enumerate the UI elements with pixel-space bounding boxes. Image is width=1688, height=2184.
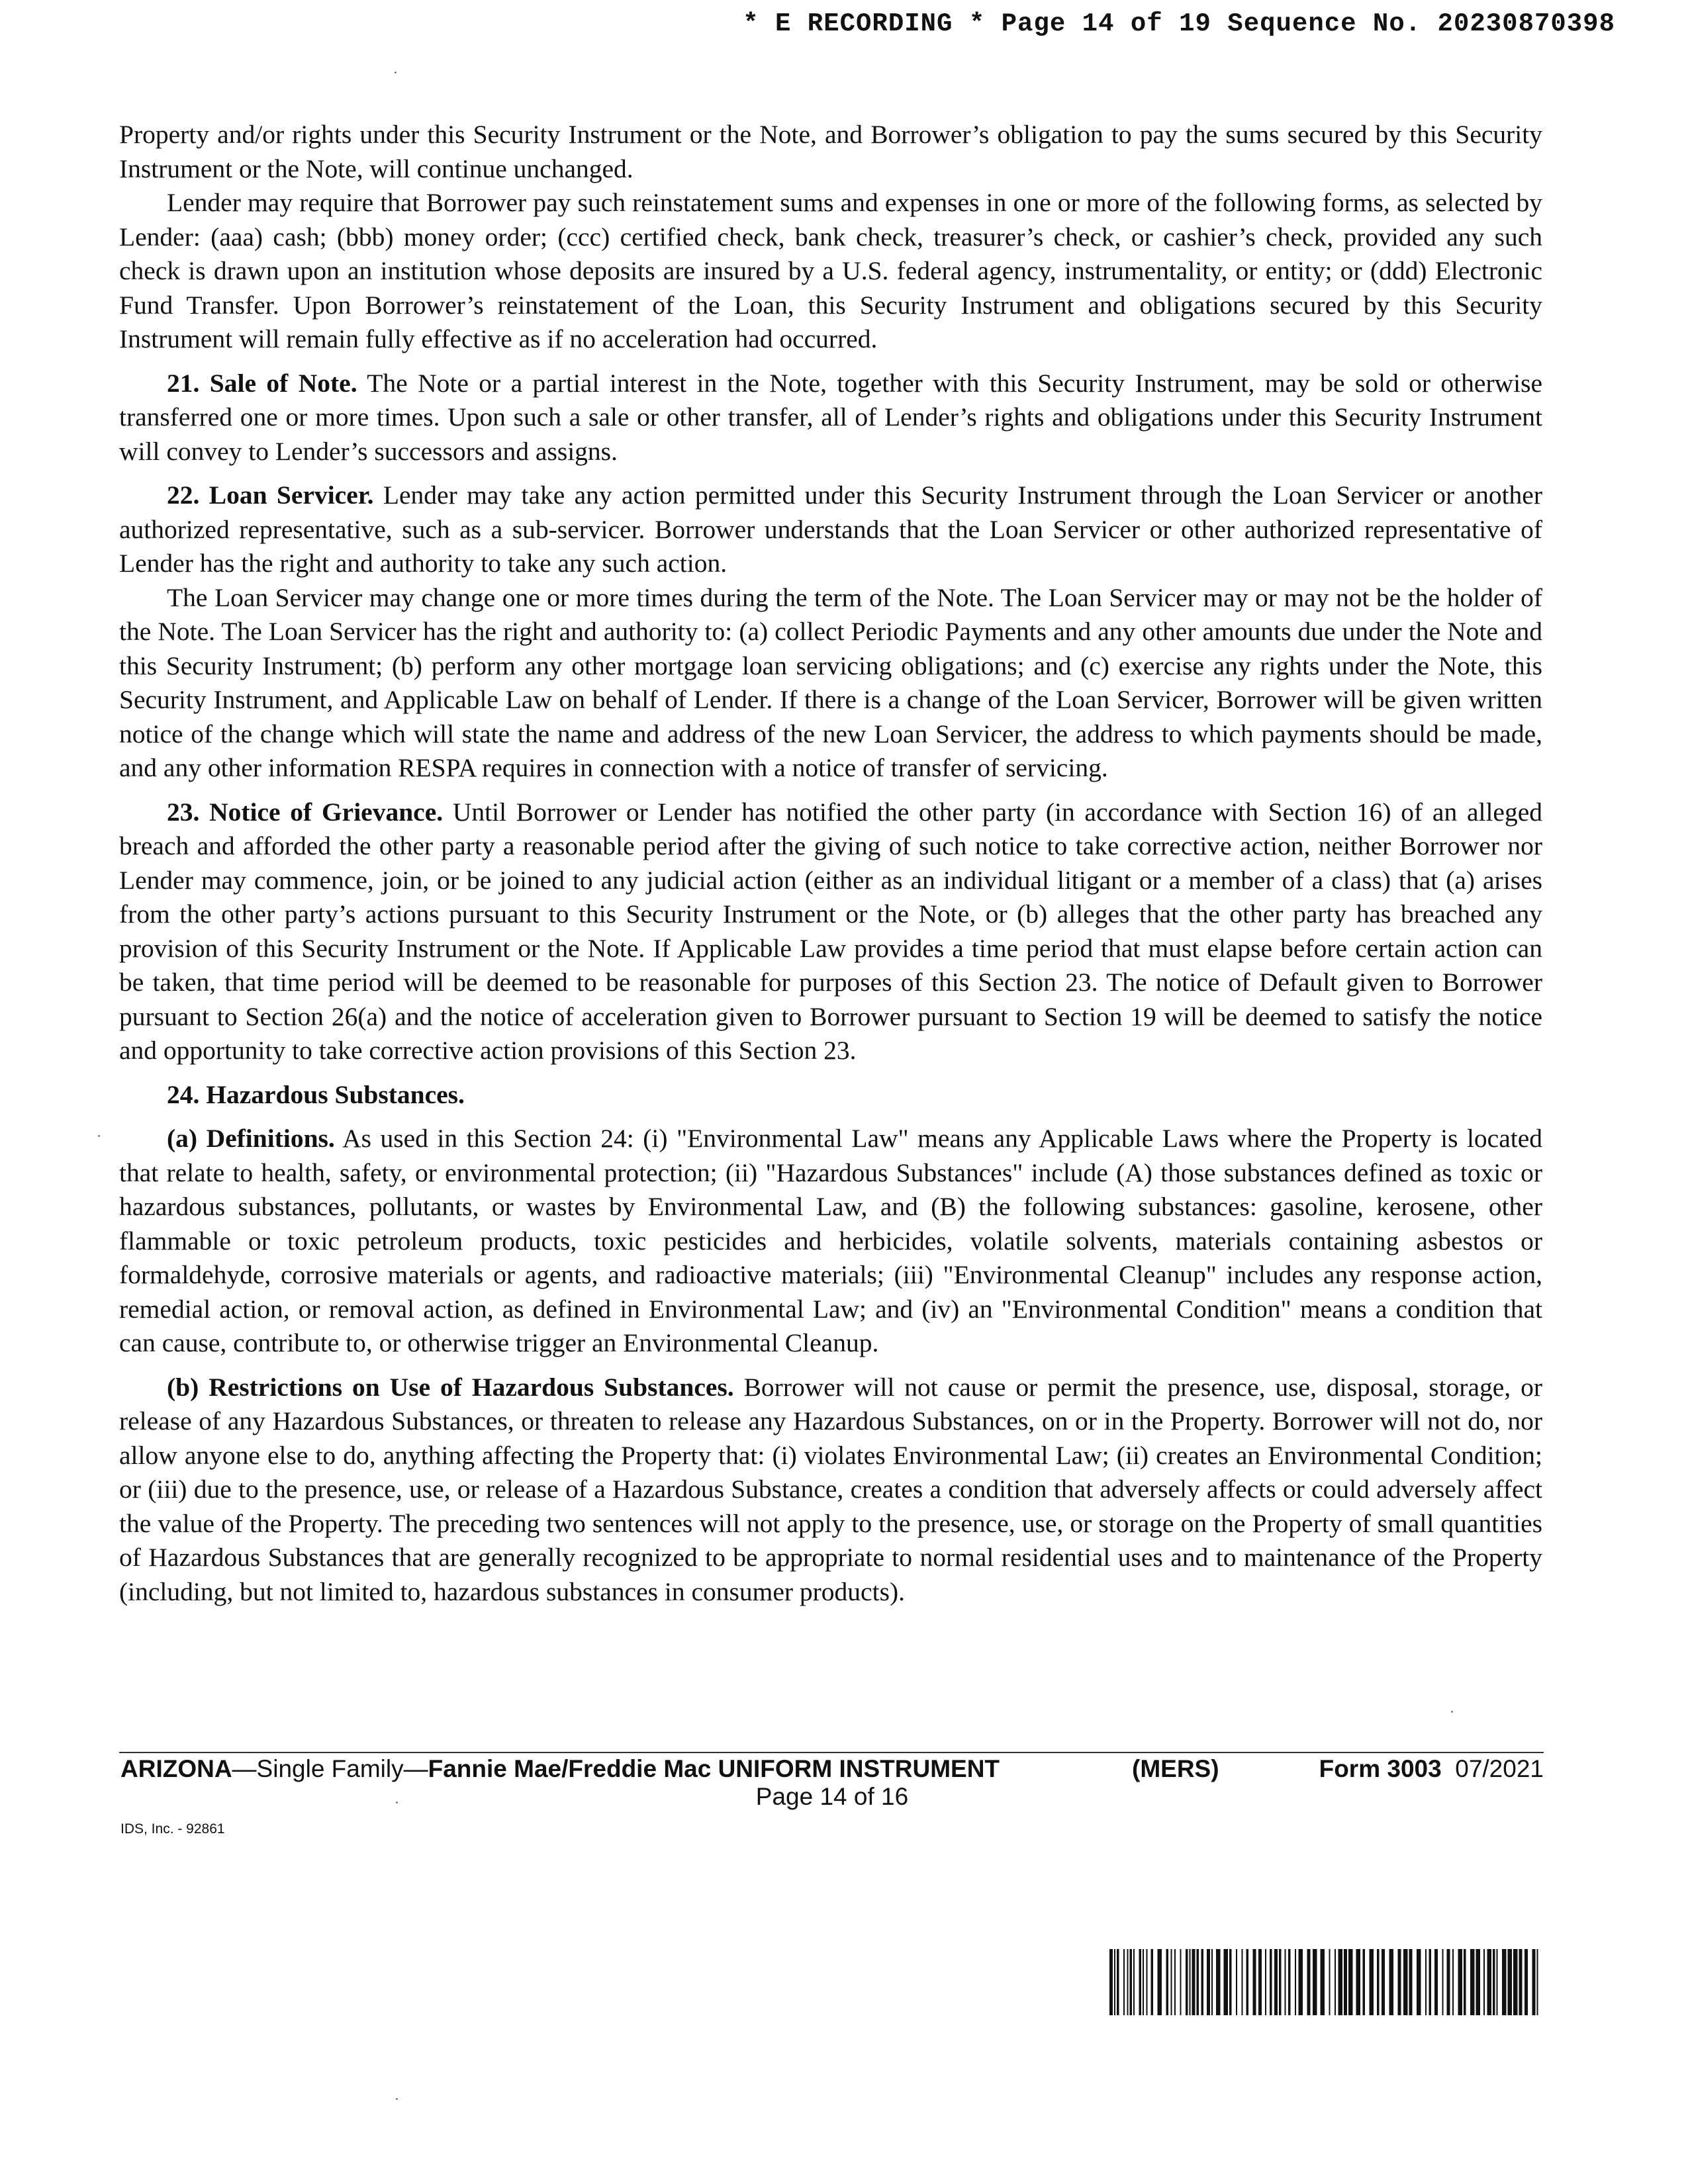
scan-speck xyxy=(1451,1711,1453,1713)
barcode-bar xyxy=(1127,1949,1129,2015)
barcode-bar xyxy=(1133,1949,1135,2015)
barcode-bar xyxy=(1398,1949,1401,2015)
barcode-bar xyxy=(1389,1949,1394,2015)
section-23-text: Until Borrower or Lender has notified the other party (in accordance with Section 16) of an alleged breach and afforded the other party a reasonable period after the giving of such notice to take corrective action, neither Borrower nor Lender may commence, join, or be joined to any judicial action (either as an individual litigant or a member of a class) that (a) arises from the other party’s actions pursuant to this Security Instrument or the Note, or (b) alleges that the other party has breached any provision of this Security Instrument or the Note. If Applicable Law provides a time period that must elapse before certain action can be taken, that time period will be deemed to be reasonable for purposes of this Section 23. The notice of Default given to Borrower pursuant to Section 26(a) and the notice of acceleration given to Borrower pursuant to Section 19 will be deemed to satisfy the notice and opportunity to take corrective action provisions of this Section 23. xyxy=(119,797,1542,1065)
barcode-bar xyxy=(1180,1949,1182,2015)
barcode-bar xyxy=(1464,1949,1466,2015)
barcode-bar xyxy=(1258,1949,1262,2015)
barcode-bar xyxy=(1519,1949,1523,2015)
section-21-text: The Note or a partial interest in the Note, together with this Security Instrument, may be sold or otherwise transferred one or more times. Upon such a sale or other transfer, all of Lender’s rights and obligations under this Security Instrument will convey to Lender’s successors and assigns. xyxy=(119,368,1543,466)
footer-dash-2: — xyxy=(403,1755,428,1782)
barcode-bar xyxy=(1382,1949,1385,2015)
barcode-bar xyxy=(1174,1949,1176,2015)
document-body xyxy=(119,118,1542,1609)
barcode-bar xyxy=(1224,1949,1229,2015)
footer-instrument: Fannie Mae/Freddie Mac UNIFORM INSTRUMENT xyxy=(428,1755,1000,1782)
footer-single-family: Single Family xyxy=(256,1755,404,1782)
section-22-heading: 22. Loan Servicer. xyxy=(167,480,374,510)
section-23-heading: 23. Notice of Grievance. xyxy=(167,797,444,827)
barcode-bar xyxy=(1285,1949,1286,2015)
barcode-bar xyxy=(1147,1949,1148,2015)
barcode-bar xyxy=(1279,1949,1282,2015)
barcode-bar xyxy=(1487,1949,1492,2015)
barcode-bar xyxy=(1497,1949,1498,2015)
footer-form-date: 07/2021 xyxy=(1455,1755,1544,1782)
barcode-bar xyxy=(1109,1949,1113,2015)
barcode-bar xyxy=(1123,1949,1125,2015)
barcode-bar xyxy=(1229,1949,1232,2015)
section-24-heading: 24. Hazardous Substances. xyxy=(167,1079,465,1109)
barcode-bar xyxy=(1246,1949,1249,2015)
barcode-bar xyxy=(1476,1949,1481,2015)
barcode-bar xyxy=(1335,1949,1336,2015)
section-24b xyxy=(119,1371,1542,1610)
section-21 xyxy=(119,367,1542,469)
barcode-bar xyxy=(1363,1949,1366,2015)
barcode-bar xyxy=(1151,1949,1154,2015)
section-23 xyxy=(119,796,1542,1068)
barcode-bar xyxy=(1197,1949,1199,2015)
barcode-bar xyxy=(1483,1949,1485,2015)
barcode-bar xyxy=(1370,1949,1374,2015)
barcode-bar xyxy=(1458,1949,1463,2015)
footer-page-number: Page 14 of 16 xyxy=(755,1783,909,1810)
barcode-bar xyxy=(1265,1949,1266,2015)
barcode-bar xyxy=(1192,1949,1196,2015)
footer-form-label: Form 3003 xyxy=(1319,1755,1442,1782)
section-24a-heading: (a) Definitions. xyxy=(167,1124,335,1153)
barcode-bar xyxy=(1409,1949,1413,2015)
section-22 xyxy=(119,478,1542,581)
scan-speck xyxy=(395,71,397,73)
section-24b-text: Borrower will not cause or permit the presence, use, disposal, storage, or release of any Hazardous Substances, or threaten to release any Hazardous Substances, on or in the Property. Borrower will not do, nor allow anyone else to do, anything affecting the Property that: (i) violates Environmental Law; (ii) creates an Environmental Condition; or (iii) due to the presence, use, or release of a Hazardous Substance, creates a condition that adversely affects or could adversely affect the value of the Property. The preceding two sentences will not apply to the presence, use, or storage on the Property of small quantities of Hazardous Substances that are generally recognized to be appropriate to normal residential uses and to maintenance of the Property (including, but not limited to, hazardous substances in consumer products). xyxy=(119,1372,1542,1606)
section-22-continued: The Loan Servicer may change one or more times during the term of the Note. The Loan Servicer may or may not be the holder of the Note. The Loan Servicer has the right and authority to: (a) collect Periodic Payments and any other amounts due under the Note and this Security Instrument; (b) perform any other mortgage loan servicing obligations; and (c) exercise any rights under the Note, this Security Instrument, and Applicable Law on behalf of Lender. If there is a change of the Loan Servicer, Borrower will be given written notice of the change which will state the name and address of the new Loan Servicer, the address to which payments should be made, and any other information RESPA requires in connection with a notice of transfer of servicing. xyxy=(119,582,1542,782)
paragraph-reinstatement-forms: Lender may require that Borrower pay such reinstatement sums and expenses in one or more of the following forms, as selected by Lender: (aaa) cash; (bbb) money order; (ccc) certified check, bank check, treasurer’s check, or cashier’s check, provided any such check is drawn upon an institution whose deposits are insured by a U.S. federal agency, instrumentality, or entity; or (ddd) Electronic Fund Transfer. Upon Borrower’s reinstatement of the Loan, this Security Instrument and obligations secured by this Security Instrument will remain fully effective as if no acceleration had occurred. xyxy=(119,188,1542,353)
barcode-bar xyxy=(1307,1949,1311,2015)
barcode-bar xyxy=(1274,1949,1278,2015)
barcode-bar xyxy=(1313,1949,1317,2015)
barcode-bar xyxy=(1166,1949,1169,2015)
scan-speck xyxy=(396,1801,398,1803)
barcode-bar xyxy=(1470,1949,1475,2015)
barcode-bar xyxy=(1158,1949,1162,2015)
barcode-bar xyxy=(1242,1949,1243,2015)
paragraph-continuation: Property and/or rights under this Security Instrument or the Note, and Borrower’s obligation to pay the sums secured by this Security Instrument or the Note, will continue unchanged. xyxy=(119,120,1542,183)
footer-state: ARIZONA xyxy=(120,1755,232,1782)
barcode-bar xyxy=(1216,1949,1221,2015)
barcode-bar xyxy=(1139,1949,1142,2015)
scan-speck xyxy=(98,1135,100,1137)
barcode-bar xyxy=(1417,1949,1421,2015)
footer-ids: IDS, Inc. - 92861 xyxy=(120,1821,225,1837)
section-22-text: Lender may take any action permitted under this Security Instrument through the Loan Servicer or another authorized representative, such as a sub-servicer. Borrower understands that the Loan Servicer or other authorized representative of Lender has the right and authority to take any such action. xyxy=(119,480,1542,578)
section-24b-heading: (b) Restrictions on Use of Hazardous Substances. xyxy=(167,1372,734,1402)
barcode-bar xyxy=(1442,1949,1444,2015)
barcode-bar xyxy=(1321,1949,1325,2015)
footer-mers: (MERS) xyxy=(1132,1755,1219,1782)
section-24 xyxy=(119,1078,1542,1113)
barcode-bar xyxy=(1114,1949,1115,2015)
barcode-bar xyxy=(1171,1949,1172,2015)
barcode-bar xyxy=(1425,1949,1427,2015)
barcode-bar xyxy=(1537,1949,1538,2015)
barcode xyxy=(1109,1949,1544,2015)
barcode-bar xyxy=(1253,1949,1256,2015)
barcode-bar xyxy=(1186,1949,1188,2015)
footer-divider xyxy=(119,1752,1544,1753)
footer-dash-1: — xyxy=(232,1755,257,1782)
barcode-bar xyxy=(1356,1949,1361,2015)
barcode-bar xyxy=(1299,1949,1303,2015)
barcode-bar xyxy=(1329,1949,1331,2015)
barcode-bar xyxy=(1403,1949,1408,2015)
footer-form-number xyxy=(1319,1755,1544,1783)
barcode-bar xyxy=(1429,1949,1432,2015)
barcode-bar xyxy=(1130,1949,1133,2015)
barcode-bar xyxy=(1338,1949,1343,2015)
barcode-bar xyxy=(1524,1949,1528,2015)
barcode-bar xyxy=(1270,1949,1272,2015)
barcode-bar xyxy=(1211,1949,1213,2015)
barcode-bar xyxy=(1143,1949,1144,2015)
barcode-bar xyxy=(1201,1949,1204,2015)
scan-speck xyxy=(396,2098,398,2100)
barcode-bar xyxy=(1434,1949,1438,2015)
barcode-bar xyxy=(1502,1949,1507,2015)
barcode-bar xyxy=(1295,1949,1296,2015)
recording-header: * E RECORDING * Page 14 of 19 Sequence No. 20230870398 xyxy=(743,9,1615,38)
barcode-bar xyxy=(1207,1949,1210,2015)
barcode-bar xyxy=(1447,1949,1450,2015)
footer-form-line xyxy=(120,1755,1544,1786)
barcode-bar xyxy=(1190,1949,1191,2015)
footer-form-title xyxy=(120,1755,1000,1783)
section-24a xyxy=(119,1122,1542,1361)
barcode-bar xyxy=(1117,1949,1119,2015)
barcode-bar xyxy=(1344,1949,1347,2015)
barcode-bar xyxy=(1452,1949,1454,2015)
barcode-bar xyxy=(1377,1949,1380,2015)
section-24a-text: As used in this Section 24: (i) "Environmental Law" means any Applicable Laws where the Property is located that relate to health, safety, or environmental protection; (ii) "Hazardous Substances" include (A) those substances defined as toxic or hazardous substances, pollutants, or wastes by Environmental Law, and (B) the following substances: gasoline, kerosene, other flammable or toxic petroleum products, toxic pesticides and herbicides, volatile solvents, materials containing asbestos or formaldehyde, corrosive materials or agents, and radioactive materials; (iii) "Environmental Cleanup" includes any response action, remedial action, or removal action, as defined in Environmental Law; and (iv) an "Environmental Condition" means a condition that can cause, contribute to, or otherwise trigger an Environmental Cleanup. xyxy=(119,1124,1543,1357)
barcode-bar xyxy=(1288,1949,1291,2015)
section-21-heading: 21. Sale of Note. xyxy=(167,368,357,398)
barcode-bar xyxy=(1532,1949,1536,2015)
barcode-bar xyxy=(1513,1949,1518,2015)
barcode-bar xyxy=(1348,1949,1353,2015)
barcode-bar xyxy=(1508,1949,1513,2015)
barcode-bar xyxy=(1493,1949,1495,2015)
barcode-bar xyxy=(1236,1949,1237,2015)
